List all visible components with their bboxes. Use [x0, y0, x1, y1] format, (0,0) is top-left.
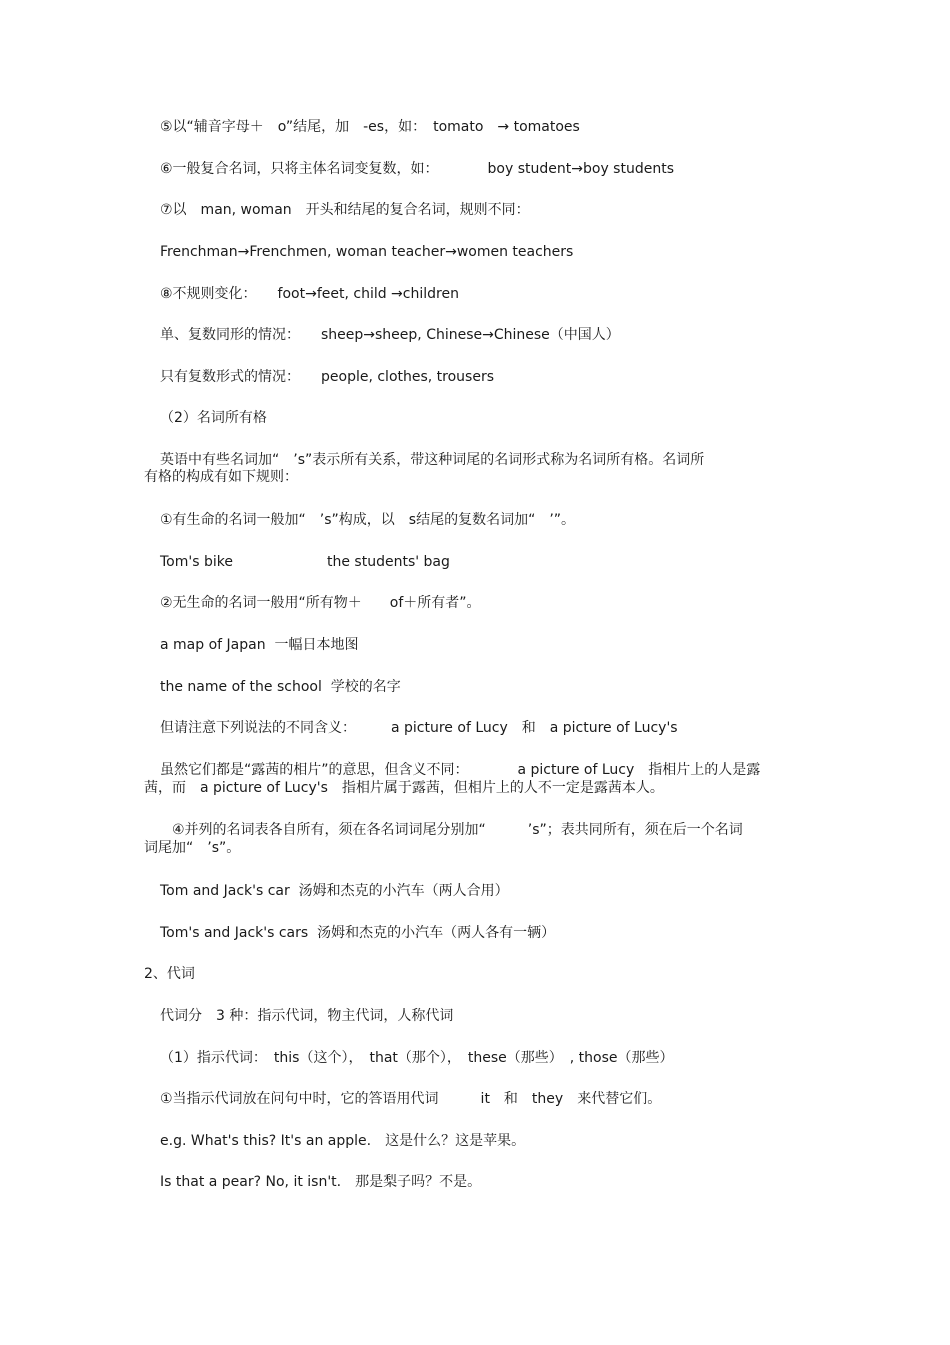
pronoun-types: 代词分 3 种：指示代词，物主代词，人称代词 — [160, 1008, 454, 1024]
note-picture-of-lucy: 但请注意下列说法的不同含义： a picture of Lucy 和 a picture of Lucy's — [160, 720, 678, 736]
rule-7-examples: Frenchman→Frenchmen, woman teacher→women teachers — [160, 244, 574, 260]
example-students-bag: the students' bag — [327, 554, 450, 570]
example-separate-cars: Tom's and Jack's cars 汤姆和杰克的小汽车（两人各有一辆） — [160, 925, 556, 941]
example-shared-car: Tom and Jack's car 汤姆和杰克的小汽车（两人合用） — [160, 883, 509, 899]
possessive-intro-line-1: 英语中有些名词加“ ’s”表示所有关系，带这种词尾的名词形式称为名词所有格。名词所 — [160, 452, 705, 468]
explanation-line-2: 茜，而 a picture of Lucy's 指相片属于露茜，但相片上的人不一定是露茜本人。 — [144, 780, 664, 796]
rule-7-man-woman: ⑦以 man, woman 开头和结尾的复合名词，规则不同： — [160, 202, 530, 218]
demonstrative-pronouns: （1）指示代词： this（这个）， that（那个）， these（那些） , those（那些） — [160, 1050, 674, 1066]
same-singular-plural: 单、复数同形的情况： sheep→sheep, Chinese→Chinese（中国人） — [160, 327, 620, 343]
plural-only: 只有复数形式的情况： people, clothes, trousers — [160, 369, 495, 385]
rule-1-animate: ①有生命的名词一般加“ ’s”构成，以 s结尾的复数名词加“ ’”。 — [160, 512, 576, 528]
rule-5-consonant-o: ⑤以“辅音字母＋ o”结尾，加 -es，如： tomato → tomatoes — [160, 119, 580, 135]
possessive-intro-line-2: 有格的构成有如下规则： — [144, 469, 298, 485]
rule-4-coordinate-line-1: ④并列的名词表各自所有，须在各名词词尾分别加“ ’s”；表共同所有，须在后一个名词 — [172, 822, 743, 838]
explanation-line-1: 虽然它们都是“露茜的相片”的意思，但含义不同： a picture of Lucy 指相片上的人是露 — [160, 762, 761, 778]
section-pronoun-heading: 2、代词 — [144, 966, 195, 982]
demonstrative-rule-1: ①当指示代词放在问句中时，它的答语用代词 it 和 they 来代替它们。 — [160, 1091, 662, 1107]
rule-4-coordinate-line-2: 词尾加“ ’s”。 — [144, 840, 241, 856]
example-name-of-school: the name of the school 学校的名字 — [160, 679, 401, 695]
example-toms-bike: Tom's bike — [160, 554, 233, 570]
example-map-of-japan: a map of Japan 一幅日本地图 — [160, 637, 359, 653]
rule-8-irregular: ⑧不规则变化： foot→feet, child →children — [160, 286, 459, 302]
section-possessive-heading: （2）名词所有格 — [160, 410, 267, 426]
example-whats-this: e.g. What's this? It's an apple. 这是什么？这是苹果。 — [160, 1133, 526, 1149]
example-is-that-a-pear: Is that a pear? No, it isn't. 那是梨子吗？不是。 — [160, 1174, 482, 1190]
rule-6-compound-noun: ⑥一般复合名词，只将主体名词变复数，如： boy student→boy students — [160, 161, 674, 177]
rule-2-inanimate: ②无生命的名词一般用“所有物＋ of＋所有者”。 — [160, 595, 481, 611]
